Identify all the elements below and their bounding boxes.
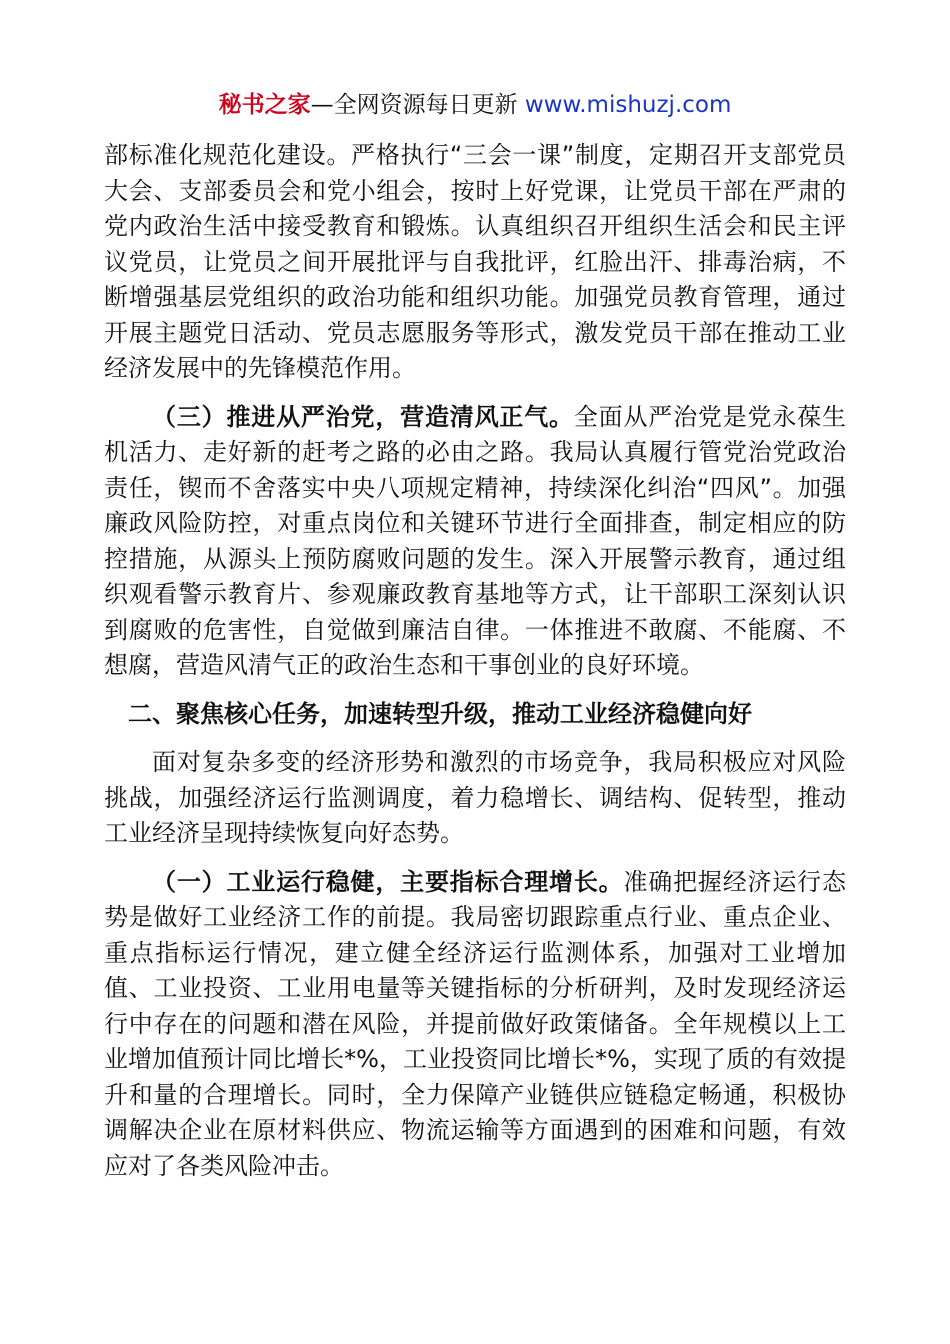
header-tagline: —全网资源每日更新 (310, 92, 525, 118)
brand-name: 秘书之家 (218, 92, 311, 118)
paragraph-section-3 (104, 400, 846, 684)
paragraph-section-1 (104, 865, 846, 1185)
paragraph-lead: （三）推进从严治党，营造清风正气。 (152, 402, 574, 431)
paragraph-lead: （一）工业运行稳健，主要指标合理增长。 (152, 867, 624, 896)
document-body (104, 138, 846, 1184)
paragraph-continuation (104, 138, 846, 387)
paragraph-intro (104, 745, 846, 852)
page-header (0, 88, 950, 122)
section-heading: 二、聚焦核心任务，加速转型升级，推动工业经济稳健向好 (128, 699, 752, 728)
header-url[interactable]: www.mishuzj.com (524, 92, 732, 118)
paragraph-text: 准确把握经济运行态势是做好工业经济工作的前提。我局密切跟踪重点行业、重点企业、重点指标运行情况，建立健全经济运行监测体系，加强对工业增加值、工业投资、工业用电量等关键指标的分析研判，及时发现经济运行中存在的问题和潜在风险，并提前做好政策储备。全年规模以上工业增加值预计同比增长*%，工业投资同比增长*%，实现了质的有效提升和量的合理增长。同时，全力保障产业链供应链稳定畅通，积极协调解决企业在原材料供应、物流运输等方面遇到的困难和问题，有效应对了各类风险冲击。 (104, 867, 847, 1180)
paragraph-text: 全面从严治党是党永葆生机活力、走好新的赶考之路的必由之路。我局认真履行管党治党政治责任，锲而不舍落实中央八项规定精神，持续深化纠治“四风”。加强廉政风险防控，对重点岗位和关键环节进行全面排查，制定相应的防控措施，从源头上预防腐败问题的发生。深入开展警示教育，通过组织观看警示教育片、参观廉政教育基地等方式，让干部职工深刻认识到腐败的危害性，自觉做到廉洁自律。一体推进不敢腐、不能腐、不想腐，营造风清气正的政治生态和干事创业的良好环境。 (104, 402, 847, 679)
paragraph-text: 部标准化规范化建设。严格执行“三会一课”制度，定期召开支部党员大会、支部委员会和党小组会，按时上好党课，让党员干部在严肃的党内政治生活中接受教育和锻炼。认真组织召开组织生活会和民主评议党员，让党员之间开展批评与自我批评，红脸出汗、排毒治病，不断增强基层党组织的政治功能和组织功能。加强党员教育管理，通过开展主题党日活动、党员志愿服务等形式，激发党员干部在推动工业经济发展中的先锋模范作用。 (104, 141, 846, 382)
paragraph-text: 面对复杂多变的经济形势和激烈的市场竞争，我局积极应对风险挑战，加强经济运行监测调度，着力稳增长、调结构、促转型，推动工业经济呈现持续恢复向好态势。 (104, 748, 846, 847)
